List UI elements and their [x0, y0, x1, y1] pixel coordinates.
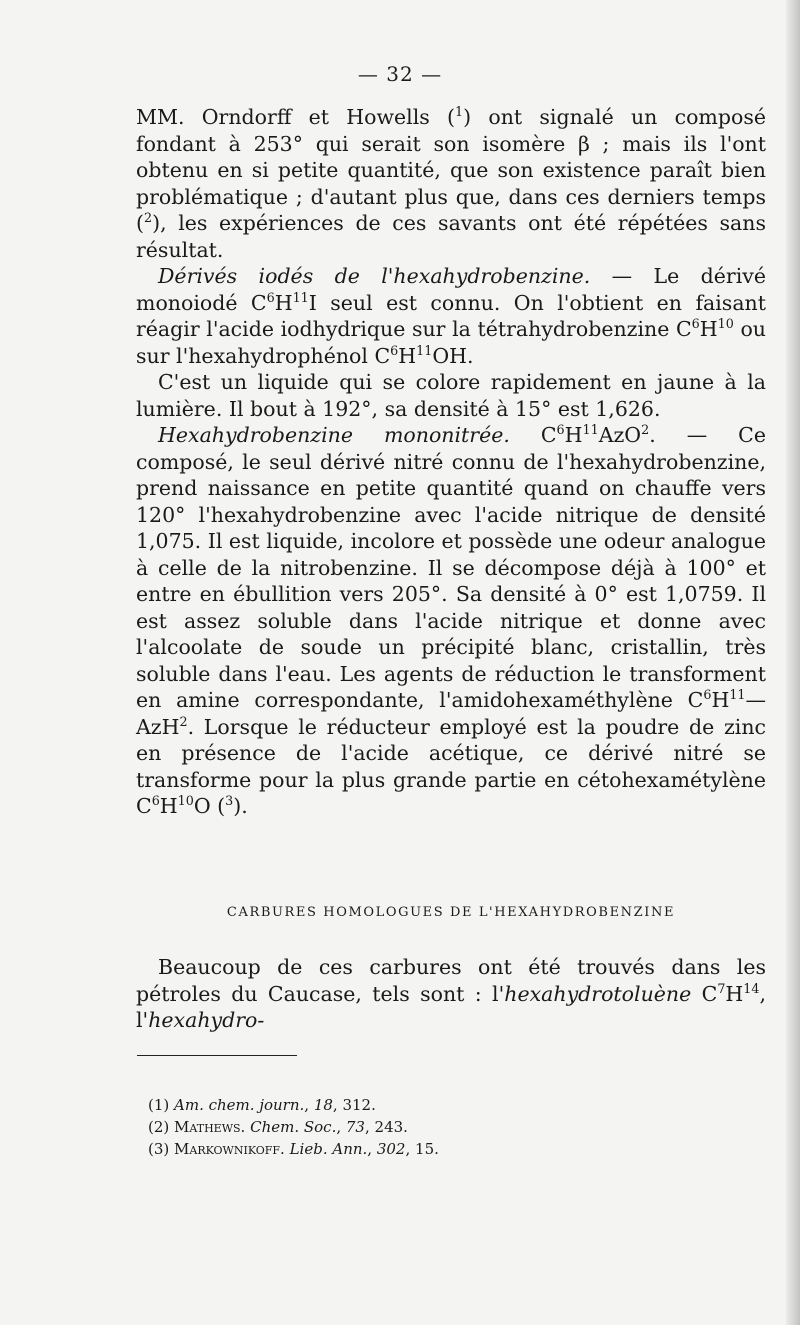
formula-index: 2 — [179, 713, 188, 729]
scan-edge-shadow — [786, 0, 800, 1325]
page-number: — 32 — — [357, 62, 443, 86]
text-run: C — [691, 981, 718, 1006]
footnote-page: , 312. — [332, 1096, 376, 1114]
footnote-page: , 15. — [405, 1140, 439, 1158]
footnote-marker: (3) — [148, 1140, 170, 1158]
paragraph-beaucoup — [136, 954, 766, 1034]
text-run: H — [725, 981, 744, 1006]
formula-index: 6 — [151, 793, 160, 809]
text-run: H — [274, 290, 293, 315]
footnote-3 — [148, 1138, 748, 1160]
formula-index: 14 — [743, 980, 760, 996]
formula-index: 10 — [717, 316, 734, 332]
text-run: ). — [233, 794, 248, 818]
run-in-title: Dérivés iodés de l'hexahydrobenzine. — [158, 264, 591, 288]
text-run: H — [159, 794, 178, 818]
text-run: I seul est connu. On l'obtient en faisant réagir l'acide iodhydrique sur la tétrahydrobenzine C — [136, 290, 766, 341]
footnote-volume: 73 — [345, 1118, 365, 1136]
text-run: — Le dérivé monoiodé C — [136, 264, 766, 315]
text-run: H — [398, 343, 417, 368]
paragraph-orndorff — [136, 104, 766, 263]
footnote-volume: 302 — [376, 1140, 406, 1158]
italic-term: hexahydrotoluène — [504, 981, 692, 1006]
footnotes — [148, 1094, 748, 1160]
footnote-volume: 18 — [313, 1096, 333, 1114]
paragraph-mononitree — [136, 422, 766, 820]
section-text — [136, 954, 766, 1034]
paragraph-liquide: C'est un liquide qui se colore rapidement en jaune à la lumière. Il bout à 192°, sa densité à 15° est 1,626. — [136, 370, 766, 421]
footnote-author: Mathews. — [174, 1118, 246, 1136]
text-run: H — [564, 423, 583, 447]
text-run: ) ont signalé un composé fondant à 253° qui serait son isomère β ; mais ils l'ont obtenu en si petite quantité, que son existence paraît bien problématique ; d'autant plus que, dans ces derniers temps ( — [136, 105, 766, 235]
paragraph-derives-iodes — [136, 263, 766, 369]
footnote-page: , 243. — [364, 1118, 408, 1136]
text-run: Beaucoup de ces carbures ont été trouvés dans les pétroles du Caucase, tels sont : l' — [136, 955, 766, 1006]
formula-index: 7 — [717, 980, 726, 996]
footnote-1 — [148, 1094, 748, 1116]
footnote-separator: , — [367, 1140, 377, 1158]
footnote-2 — [148, 1116, 748, 1138]
run-in-title: Hexahydrobenzine mononitrée. — [158, 423, 510, 447]
text-run: , l' — [136, 981, 766, 1032]
footnote-author: Markownikoff. — [174, 1140, 285, 1158]
text-run: O ( — [193, 794, 226, 818]
formula-index: 6 — [390, 342, 399, 358]
formula-index: 11 — [582, 422, 599, 438]
text-run: C — [509, 423, 557, 447]
text-run: ), les expériences de ces savants ont été répétées sans résultat. — [136, 211, 766, 262]
footnote-marker: (1) — [148, 1096, 170, 1114]
formula-index: 6 — [556, 422, 565, 438]
footnote-separator: , — [336, 1118, 346, 1136]
text-run: . — Ce composé, le seul dérivé nitré connu de l'hexahydrobenzine, prend naissance en petite quantité quand on chauffe vers 120° l'hexahydrobenzine avec l'acide nitrique de densité 1,075. Il est liquide, incolore et possède une odeur analogue à celle de la nitrobenzine. Il se décompose déjà à 100° et entre en ébullition vers 205°. Sa densité à 0° est 1,0759. Il est assez soluble dans l'acide nitrique et donne avec l'alcoolate de soude un précipité blanc, cristallin, très soluble dans l'eau. Les agents de réduction le transforment en amine correspondante, l'amidohexaméthylène C — [136, 423, 766, 712]
formula-index: 6 — [703, 687, 712, 703]
footnote-divider — [137, 1055, 297, 1056]
formula-index: 6 — [266, 289, 275, 305]
text-run: . Lorsque le réducteur employé est la poudre de zinc en présence de l'acide acétique, ce dérivé nitré se transforme pour la plus grande partie en cétohexamétylène C — [136, 714, 766, 818]
formula-index: 6 — [691, 316, 700, 332]
footnote-journal: Am. chem. journ. — [174, 1096, 305, 1114]
text-run: H — [699, 317, 718, 341]
formula-index: 2 — [641, 422, 650, 438]
footnote-ref: 2 — [144, 210, 153, 226]
formula-index: 11 — [416, 342, 433, 358]
italic-term: hexahydro- — [148, 1008, 265, 1032]
footnote-separator: , — [304, 1096, 314, 1114]
footnote-ref: 3 — [225, 793, 234, 809]
formula-index: 11 — [292, 289, 309, 305]
footnote-journal: Lieb. Ann. — [289, 1140, 368, 1158]
footnote-marker: (2) — [148, 1118, 170, 1136]
text-run: —AzH — [136, 688, 766, 739]
footnote-ref: 1 — [455, 104, 464, 120]
text-run: MM. Orndorff et Howells ( — [136, 105, 456, 129]
formula-index: 10 — [177, 793, 194, 809]
main-text — [136, 104, 766, 820]
section-heading: CARBURES HOMOLOGUES DE L'HEXAHYDROBENZINE — [226, 905, 676, 920]
text-run: AzO — [598, 423, 642, 447]
text-run: ou sur l'hexahydrophénol C — [136, 317, 767, 368]
footnote-journal: Chem. Soc. — [250, 1118, 337, 1136]
text-run: H — [711, 688, 730, 712]
text-run: OH. — [432, 343, 474, 368]
formula-index: 11 — [729, 687, 746, 703]
